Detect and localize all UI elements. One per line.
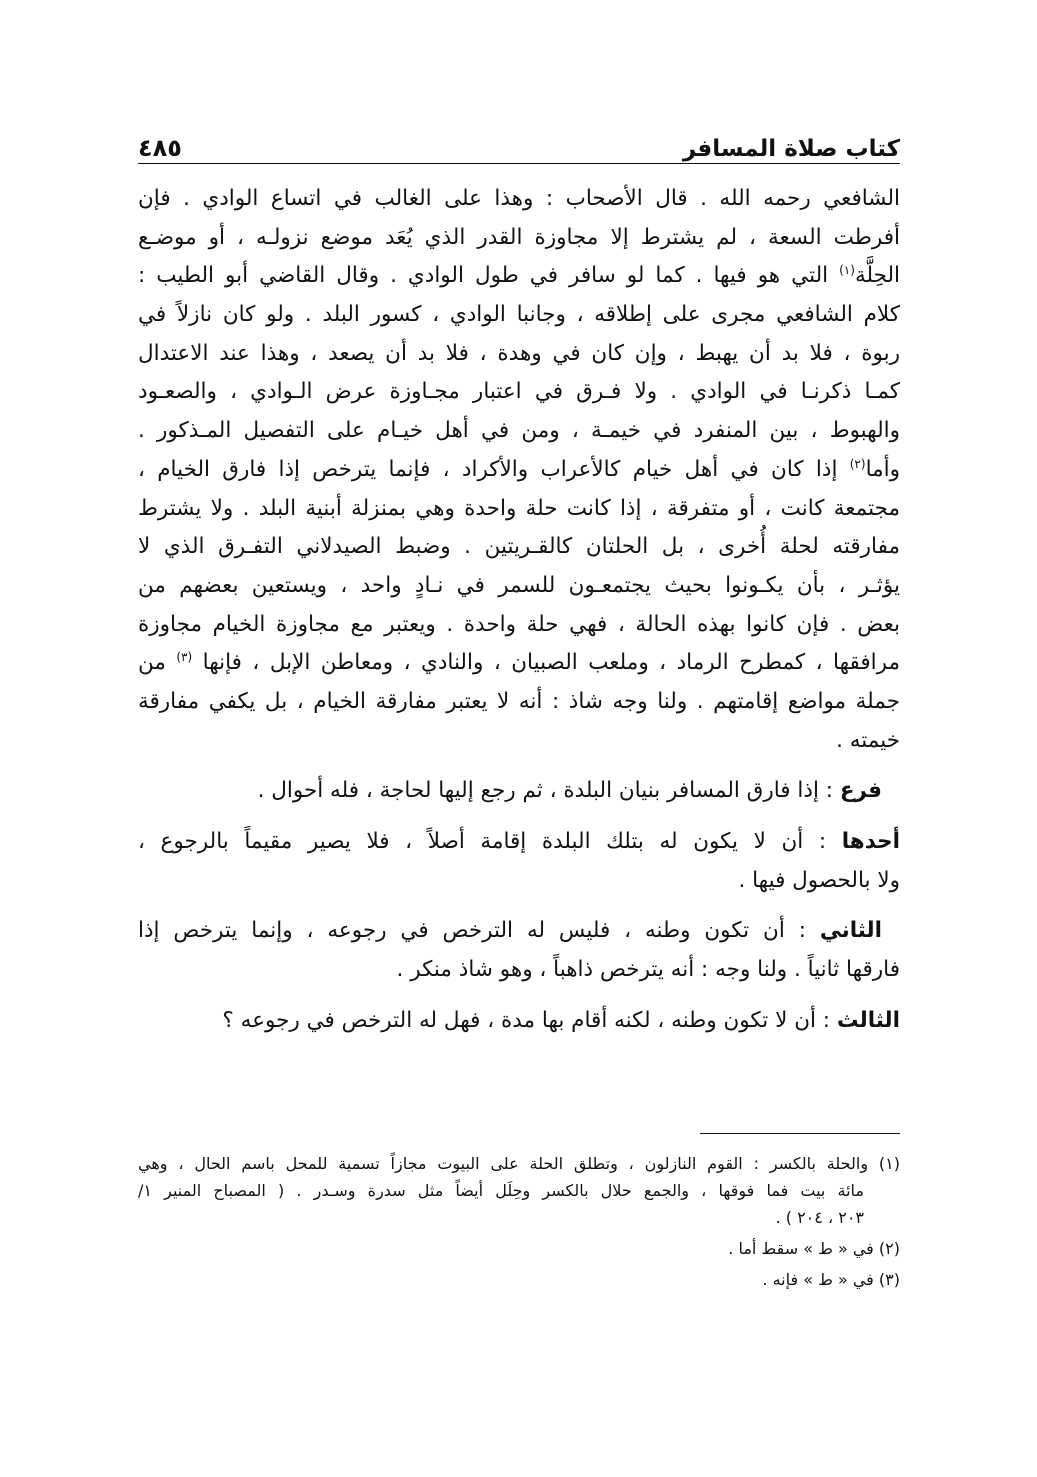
footnote-number: (٢) — [878, 1239, 900, 1258]
footnote-line — [138, 1266, 900, 1293]
footnote-ref-2: (٢) — [849, 456, 866, 471]
footnote-text: في « ط » سقط أما . — [728, 1239, 879, 1258]
footnote-1 — [138, 1150, 900, 1231]
paragraph-spacer — [138, 811, 900, 823]
section-lead: فرع — [839, 778, 882, 804]
text-line: يؤثـر ، بأن يكـونوا بحيث يجتمعـون للسمر في نـادٍ واحد ، ويستعين بعضهم من — [138, 572, 900, 598]
text-line — [138, 1002, 900, 1041]
page-header — [138, 118, 900, 162]
text-line: كلام الشافعي مجرى على إطلاقه ، وجانبا الوادي ، كسور البلد . ولو كان نازلاً في — [138, 302, 900, 328]
footnote-line — [138, 1150, 900, 1177]
footnote-text: في « ط » فإنه . — [762, 1270, 879, 1289]
text-line: ربوة ، فلا بد أن يهبط ، وإن كان في وهدة ، فلا بد أن يصعد ، وهذا عند الاعتدال — [138, 340, 900, 366]
text-line: الشافعي رحمه الله . قال الأصحاب : وهذا على الغالب في اتساع الوادي . فإن — [138, 186, 900, 211]
paragraph-first-case — [138, 823, 900, 900]
paragraph-1 — [138, 180, 900, 760]
text-line — [138, 912, 900, 951]
text-line: فارقها ثانياً . ولنا وجه : أنه يترخص ذاهباً ، وهو شاذ منكر . — [396, 957, 900, 983]
footnote-2 — [138, 1235, 900, 1262]
page-number: ٤٨٥ — [138, 134, 182, 162]
footnote-rule — [700, 1133, 900, 1134]
text-line — [138, 823, 900, 862]
text-fragment: : أن تكون وطنه ، فليس له الترخص في رجوعه ، وإنما يترخص إذا — [138, 918, 820, 944]
section-lead: الثاني — [819, 918, 882, 944]
paragraph-spacer — [138, 760, 900, 772]
text-line — [138, 772, 900, 811]
footnote-line — [138, 1235, 900, 1262]
text-fragment: الحِلَّة — [854, 263, 900, 289]
text-fragment: مرافقها ، كمطرح الرماد ، وملعب الصبيان ، والنادي ، ومعاطن الإبل ، فإنها — [192, 650, 900, 676]
footnote-ref-3: (٣) — [176, 650, 193, 665]
footnote-3 — [138, 1266, 900, 1293]
paragraph-third-case — [138, 1002, 900, 1041]
footnote-number: (٣) — [878, 1270, 900, 1289]
text-line — [138, 451, 900, 490]
footnote-line: ٢٠٣ ، ٢٠٤ ) . — [775, 1208, 864, 1227]
text-fragment: إذا كان في أهل خيام كالأعراب والأكراد ، فإنما يترخص إذا فارق الخيام ، — [138, 456, 850, 482]
text-fragment: : أن لا تكون وطنه ، لكنه أقام بها مدة ، فهل له الترخص في رجوعه ؟ — [222, 1007, 837, 1033]
footnote-text: والحلة بالكسر : القوم النازلون ، وتطلق الحلة على البيوت مجازاً تسمية للمحل باسم الحال ، وهي — [138, 1154, 879, 1173]
text-fragment: : أن لا يكون له بتلك البلدة إقامة أصلاً ، فلا يصير مقيماً بالرجوع ، — [138, 829, 842, 854]
text-line — [138, 644, 900, 683]
footnote-line: مائة بيت فما فوقها ، والجمع حلال بالكسر وحِلَل أيضاً مثل سدرة وسـدر . ( المصباح المنير ١/ — [138, 1181, 864, 1200]
running-title: كتاب صلاة المسافر — [682, 136, 900, 162]
text-line: أفرطت السعة ، لم يشترط إلا مجاوزة القدر الذي يُعَد موضع نزولـه ، أو موضـع — [138, 224, 900, 250]
text-fragment: من — [138, 650, 177, 676]
paragraph-second-case — [138, 912, 900, 989]
text-line: مجتمعة كانت ، أو متفرقة ، إذا كانت حلة واحدة وهي بمنزلة أبنية البلد . ولا يشترط — [138, 495, 900, 521]
text-line: خيمته . — [836, 727, 900, 753]
paragraph-spacer — [138, 900, 900, 912]
footnote-number: (١) — [878, 1154, 900, 1173]
text-line: ولا بالحصول فيها . — [738, 867, 900, 893]
section-lead: الثالث — [836, 1007, 900, 1033]
text-fragment: التي هو فيها . كما لو سافر في طول الوادي . وقال القاضي أبو الطيب : — [138, 263, 840, 289]
paragraph-spacer — [138, 990, 900, 1002]
section-lead: أحدها — [841, 829, 900, 854]
text-line: جملة مواضع إقامتهم . ولنا وجه شاذ : أنه لا يعتبر مفارقة الخيام ، بل يكفي مفارقة — [138, 688, 900, 714]
footnotes — [138, 1150, 900, 1293]
text-line: بعض . فإن كانوا بهذه الحالة ، فهي حلة واحدة . ويعتبر مع مجاوزة الخيام مجاوزة — [138, 611, 900, 637]
text-line: مفارقته لحلة أُخرى ، بل الحلتان كالقـريتين . وضبط الصيدلاني التفـرق الذي لا — [138, 534, 900, 560]
text-line: والهبوط ، بين المنفرد في خيمـة ، ومن في أهل خيـام على التفصيل المـذكور . — [138, 418, 900, 444]
text-line — [138, 257, 900, 296]
footnote-ref-1: (١) — [839, 263, 855, 278]
text-fragment: : إذا فارق المسافر بنيان البلدة ، ثم رجع إليها لحاجة ، فله أحوال . — [257, 778, 840, 804]
main-text — [138, 180, 900, 1040]
header-rule — [138, 163, 900, 164]
paragraph-far — [138, 772, 900, 811]
text-line: كمـا ذكرنـا في الوادي . ولا فـرق في اعتبار مجـاوزة عرض الـوادي ، والصعـود — [138, 379, 900, 405]
text-fragment: وأما — [865, 456, 900, 482]
